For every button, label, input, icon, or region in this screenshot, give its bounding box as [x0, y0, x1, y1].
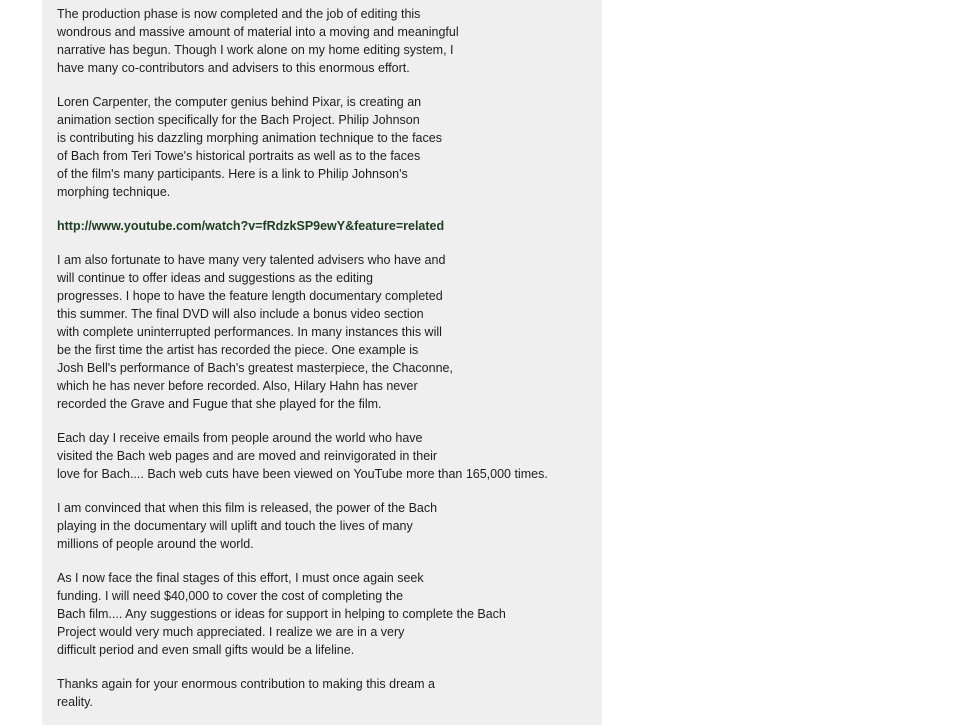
text-line: As I now face the final stages of this effort, I must once again seek	[57, 571, 424, 585]
text-line: narrative has begun. Though I work alone on my home editing system, I	[57, 43, 454, 57]
text-line: funding. I will need $40,000 to cover the cost of completing the	[57, 589, 404, 603]
text-line: with complete uninterrupted performances. In many instances this will	[57, 325, 442, 339]
text-line: Josh Bell's performance of Bach's greatest masterpiece, the Chaconne,	[57, 361, 453, 375]
text-line: playing in the documentary will uplift and touch the lives of many	[57, 519, 413, 533]
text-line: recorded the Grave and Fugue that she played for the film.	[57, 397, 382, 411]
paragraph-production	[57, 5, 597, 77]
text-line: will continue to offer ideas and suggestions as the editing	[57, 271, 373, 285]
paragraph-contributors	[57, 93, 597, 201]
text-line: this summer. The final DVD will also include a bonus video section	[57, 307, 424, 321]
text-line: which he has never before recorded. Also, Hilary Hahn has never	[57, 379, 418, 393]
text-line: millions of people around the world.	[57, 537, 254, 551]
text-line: The production phase is now completed and the job of editing this	[57, 7, 421, 21]
text-line: is contributing his dazzling morphing animation technique to the faces	[57, 131, 442, 145]
text-line: of Bach from Teri Towe's historical portraits as well as to the faces	[57, 149, 421, 163]
text-line: morphing technique.	[57, 185, 171, 199]
text-line: Thanks again for your enormous contribution to making this dream a	[57, 677, 435, 691]
text-line: Project would very much appreciated. I realize we are in a very	[57, 625, 405, 639]
text-line: I am convinced that when this film is released, the power of the Bach	[57, 501, 438, 515]
text-line: visited the Bach web pages and are moved and reinvigorated in their	[57, 449, 438, 463]
text-line: Bach film.... Any suggestions or ideas for support in helping to complete the Bach	[57, 607, 506, 621]
text-line: of the film's many participants. Here is a link to Philip Johnson's	[57, 167, 408, 181]
text-line: be the first time the artist has recorded the piece. One example is	[57, 343, 419, 357]
text-line: love for Bach.... Bach web cuts have been viewed on YouTube more than 165,000 times.	[57, 467, 548, 481]
article-body	[57, 5, 597, 727]
text-line: have many co-contributors and advisers to this enormous effort.	[57, 61, 410, 75]
paragraph-thanks	[57, 675, 597, 711]
paragraph-funding	[57, 569, 597, 659]
text-line: progresses. I hope to have the feature length documentary completed	[57, 289, 443, 303]
text-line: Each day I receive emails from people around the world who have	[57, 431, 423, 445]
text-line: difficult period and even small gifts would be a lifeline.	[57, 643, 355, 657]
paragraph-convinced	[57, 499, 597, 553]
youtube-link[interactable]: http://www.youtube.com/watch?v=fRdzkSP9ewY&feature=related	[57, 219, 445, 233]
paragraph-emails	[57, 429, 597, 483]
text-line: Loren Carpenter, the computer genius behind Pixar, is creating an	[57, 95, 422, 109]
text-line: I am also fortunate to have many very talented advisers who have and	[57, 253, 446, 267]
text-line: animation section specifically for the Bach Project. Philip Johnson	[57, 113, 420, 127]
paragraph-advisers	[57, 251, 597, 413]
text-line: reality.	[57, 695, 93, 709]
text-line: wondrous and massive amount of material into a moving and meaningful	[57, 25, 459, 39]
